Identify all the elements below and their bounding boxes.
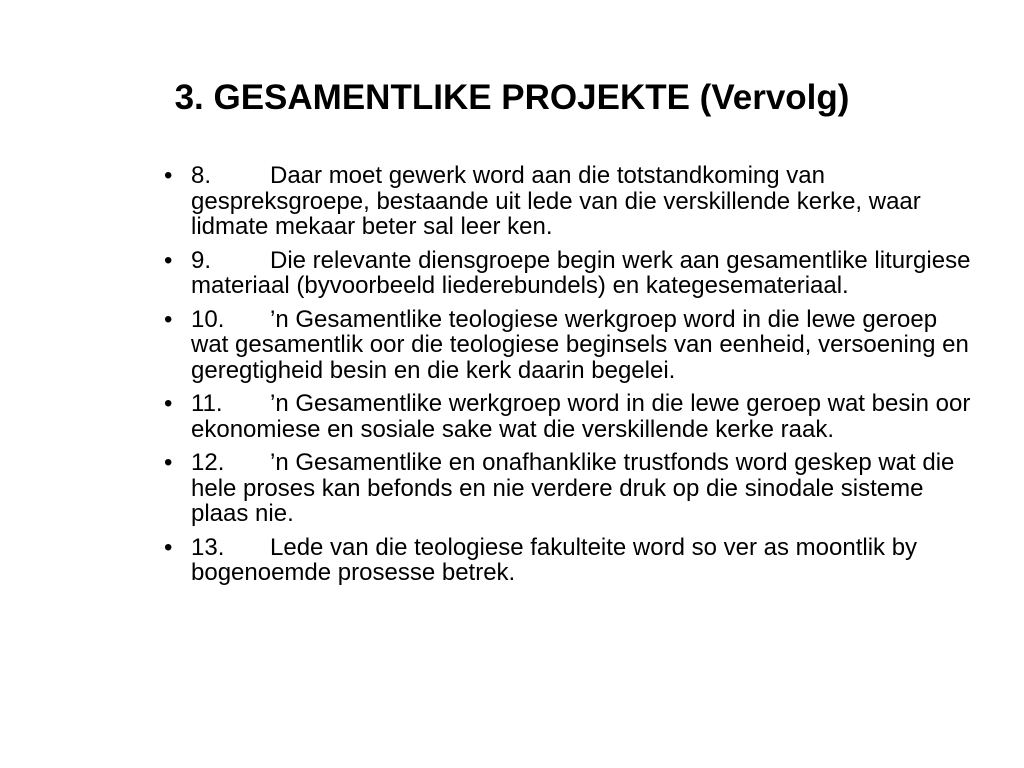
list-item [164, 391, 974, 442]
item-text: ’n Gesamentlike werkgroep word in die lewe geroep wat besin oor ekonomiese en sosiale sake wat die verskillende kerke raak. [191, 390, 971, 443]
slide-title: 3. GESAMENTLIKE PROJEKTE (Vervolg) [174, 78, 850, 117]
list-item [164, 450, 974, 527]
list-item [164, 248, 974, 299]
item-number: 10. [191, 305, 225, 333]
bullet-icon: • [164, 449, 173, 476]
list-item [164, 535, 974, 586]
item-text: ’n Gesamentlike en onafhanklike trustfonds word geskep wat die hele proses kan befonds en nie verdere druk op die sinodale sisteme plaas nie. [191, 449, 955, 527]
item-text: ’n Gesamentlike teologiese werkgroep word in die lewe geroep wat gesamentlik oor die teologiese beginsels van eenheid, versoening en geregtigheid besin en die kerk daarin begelei. [191, 305, 969, 384]
bullet-icon: • [164, 162, 173, 189]
item-number: 12. [191, 449, 225, 476]
bullet-icon: • [164, 533, 173, 561]
bullet-icon: • [164, 390, 173, 417]
bullet-list [164, 163, 974, 594]
list-item [164, 163, 974, 240]
item-text: Lede van die teologiese fakulteite word so ver as moontlik by bogenoemde prosesse betrek. [191, 533, 918, 586]
bullet-icon: • [164, 305, 173, 333]
item-number: 11. [191, 390, 223, 417]
item-number: 8. [191, 162, 212, 189]
item-number: 13. [191, 533, 225, 561]
item-text: Die relevante diensgroepe begin werk aan gesamentlike liturgiese materiaal (byvoorbeeld liederebundels) en kategesemateriaal. [191, 246, 971, 299]
item-text: Daar moet gewerk word aan die totstandkoming van gespreksgroepe, bestaande uit lede van die verskillende kerke, waar lidmate mekaar beter sal leer ken. [191, 162, 921, 240]
bullet-icon: • [164, 246, 173, 274]
list-item [164, 307, 974, 384]
item-number: 9. [191, 246, 212, 274]
